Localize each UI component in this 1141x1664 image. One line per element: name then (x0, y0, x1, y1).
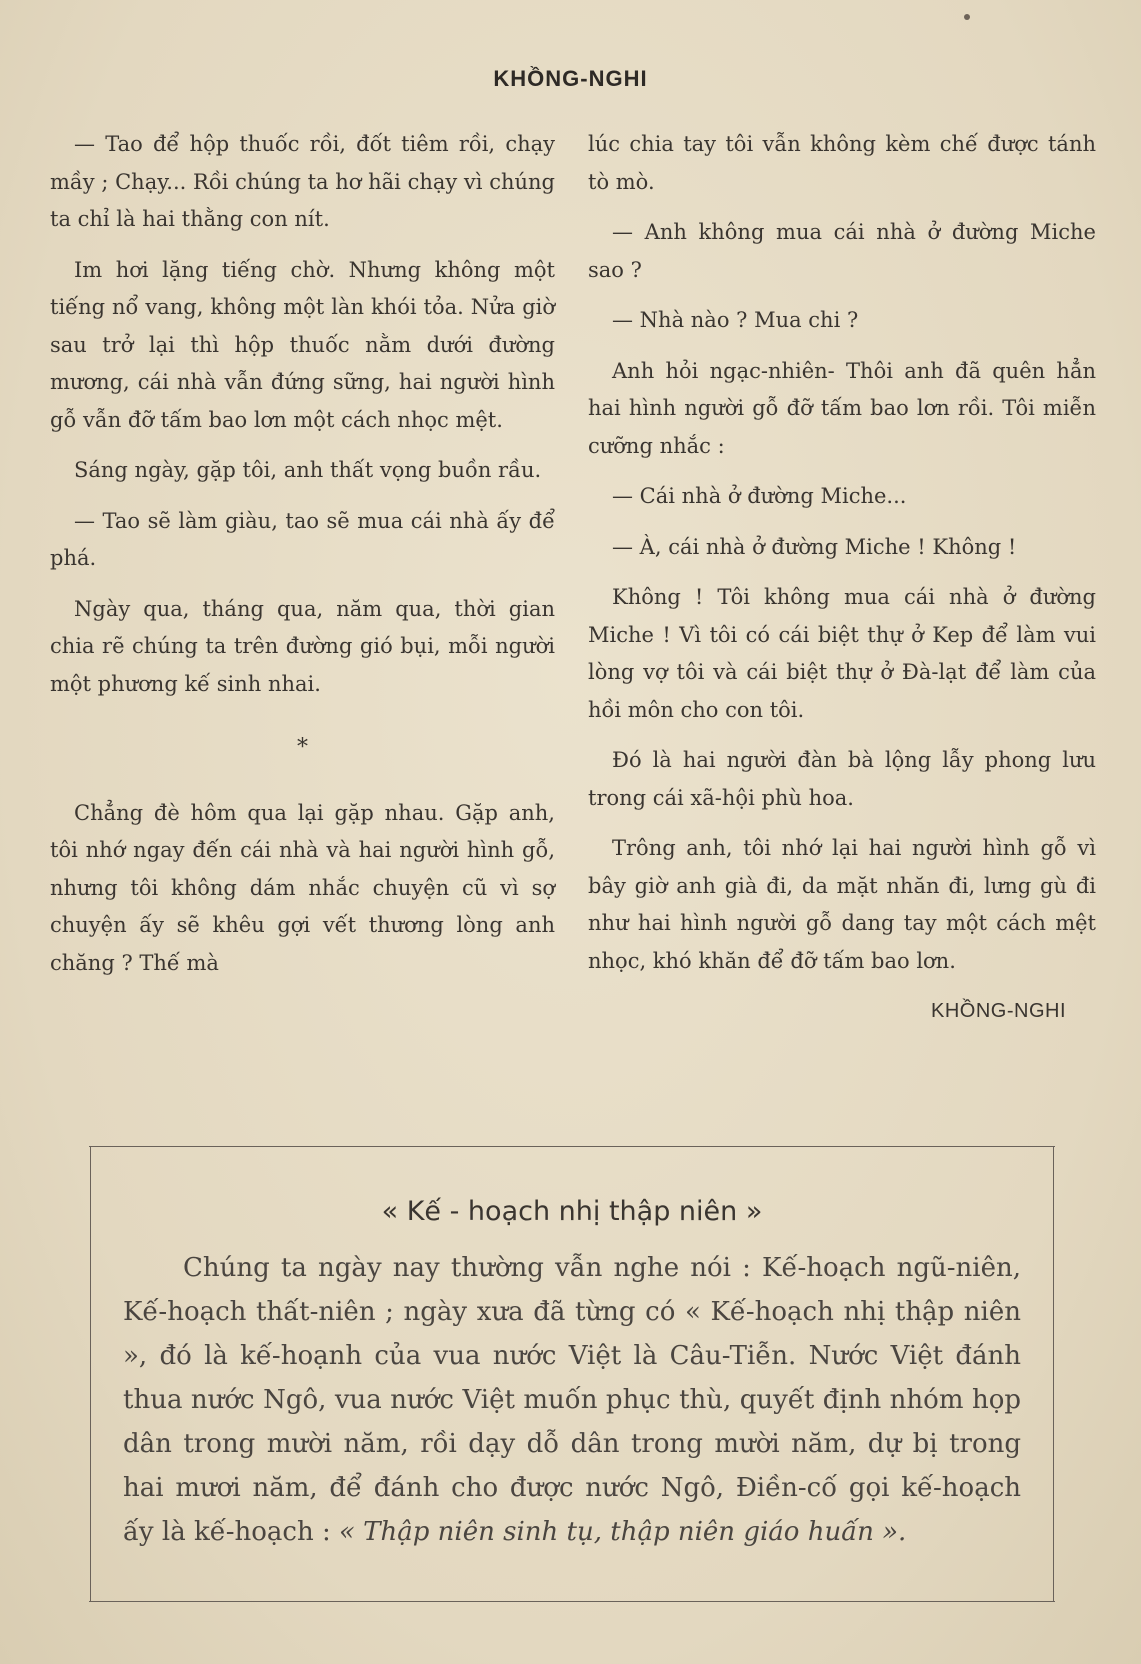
box-quote: « Thập niên sinh tụ, thập niên giáo huấn ». (339, 1517, 907, 1547)
right-paragraph-2: — Nhà nào ? Mua chi ? (612, 308, 859, 332)
left-paragraph-2: Im hơi lặng tiếng chờ. Nhưng không một tiếng nổ vang, không một làn khói tỏa. Nửa giờ sau trở lại thì hộp thuốc nằm dưới đường mương, cái nhà vẫn đứng sững, hai người hình gỗ vẫn đỡ tấm bao lơn một cách nhọc mệt. (50, 257, 555, 432)
box-bottom-rule (89, 1601, 1055, 1602)
ink-speck (964, 14, 970, 20)
right-paragraph-1: — Anh không mua cái nhà ở đường Miche sao ? (588, 220, 1096, 282)
author-signature: KHỒNG-NGHI (931, 1000, 1066, 1022)
right-paragraph-5: — À, cái nhà ở đường Miche ! Không ! (612, 534, 1017, 559)
right-paragraph-3: Anh hỏi ngạc-nhiên- Thôi anh đã quên hẳn hai hình người gỗ đỡ tấm bao lơn rồi. Tôi miễn cưỡng nhắc : (588, 358, 1096, 458)
left-paragraph-5: Ngày qua, tháng qua, năm qua, thời gian chia rẽ chúng ta trên đường gió bụi, mỗi người một phương kế sinh nhai. (50, 596, 555, 696)
left-paragraph-3: Sáng ngày, gặp tôi, anh thất vọng buồn rầu. (74, 458, 542, 482)
left-paragraph-1: — Tao để hộp thuốc rồi, đốt tiêm rồi, chạy mầy ; Chạy... Rồi chúng ta hơ hãi chạy vì chúng ta chỉ là hai thằng con nít. (50, 132, 555, 231)
left-column (50, 126, 555, 995)
box-body-text: Chúng ta ngày nay thường vẫn nghe nói : Kế-hoạch ngũ-niên, Kế-hoạch thất-niên ; ngày xưa đã từng có « Kế-hoạch nhị thập niên », đó là kế-hoạnh của vua nước Việt là Câu-Tiễn. Nước Việt đánh thua nước Ngô, vua nước Việt muốn phục thù, quyết định nhóm họp dân trong mười năm, rồi dạy dỗ dân trong mười năm, dự bị trong hai mươi năm, để đánh cho được nước Ngô, Điền-cố gọi kế-hoạch ấy là kế-hoạch : (123, 1253, 1021, 1547)
box-body (123, 1246, 1021, 1554)
right-paragraph-4: — Cái nhà ở đường Miche... (612, 484, 907, 508)
section-separator: * (297, 735, 308, 760)
right-column (588, 126, 1096, 1031)
right-continuation: lúc chia tay tôi vẫn không kèm chế được tánh tò mò. (588, 132, 1096, 194)
box-title: « Kế - hoạch nhị thập niên » (381, 1196, 763, 1227)
left-paragraph-4: — Tao sẽ làm giàu, tao sẽ mua cái nhà ấy để phá. (50, 508, 555, 570)
sidebar-box (90, 1146, 1054, 1602)
running-head: KHỒNG-NGHI (493, 66, 648, 91)
right-paragraph-8: Trông anh, tôi nhớ lại hai người hình gỗ vì bây giờ anh già đi, da mặt nhăn đi, lưng gù đi như hai hình người gỗ dang tay một cách mệt nhọc, khó khăn để đỡ tấm bao lơn. (588, 836, 1096, 973)
left-paragraph-6: Chẳng đè hôm qua lại gặp nhau. Gặp anh, tôi nhớ ngay đến cái nhà và hai người hình gỗ, nhưng tôi không dám nhắc chuyện cũ vì sợ chuyện ấy sẽ khêu gợi vết thương lòng anh chăng ? Thế mà (50, 800, 555, 975)
right-paragraph-7: Đó là hai người đàn bà lộng lẫy phong lưu trong cái xã-hội phù hoa. (588, 748, 1096, 810)
right-paragraph-6: Không ! Tôi không mua cái nhà ở đường Miche ! Vì tôi có cái biệt thự ở Kep để làm vui lòng vợ tôi và cái biệt thự ở Đà-lạt để làm của hồi môn cho con tôi. (588, 585, 1096, 722)
box-top-rule (89, 1146, 1055, 1147)
